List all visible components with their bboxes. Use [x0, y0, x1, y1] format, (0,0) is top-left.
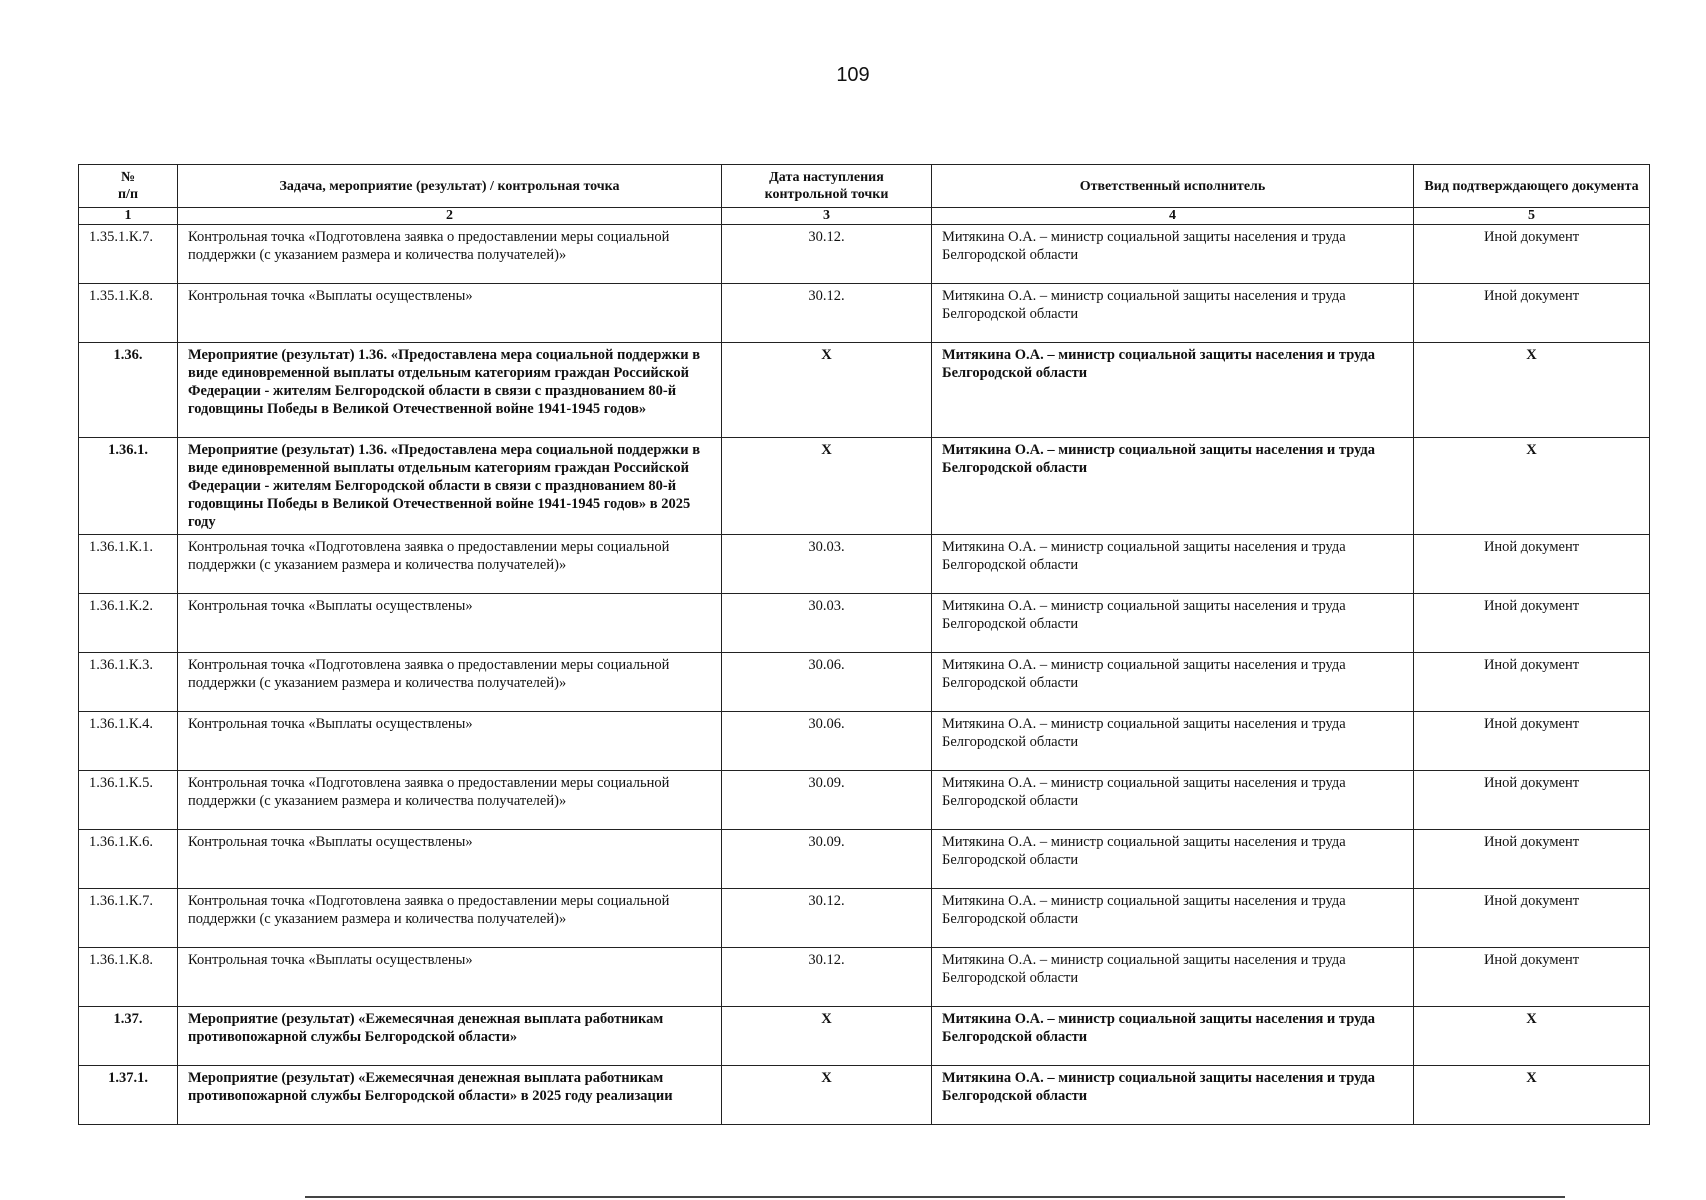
row-document: Иной документ	[1414, 535, 1650, 594]
row-executor: Митякина О.А. – министр социальной защиты населения и труда Белгородской области	[932, 225, 1414, 284]
row-task: Мероприятие (результат) 1.36. «Предоставлена мера социальной поддержки в виде единовременной выплаты отдельным категориям граждан Российской Федерации - жителям Белгородской области в связи с празднованием 80-й годовщины Победы в Великой Отечественной войне 1941-1945 годов» в 2025 году	[178, 438, 722, 535]
row-task: Контрольная точка «Подготовлена заявка о предоставлении меры социальной поддержки (с указанием размера и количества получателей)»	[178, 653, 722, 712]
row-executor: Митякина О.А. – министр социальной защиты населения и труда Белгородской области	[932, 830, 1414, 889]
row-executor: Митякина О.А. – министр социальной защиты населения и труда Белгородской области	[932, 653, 1414, 712]
row-number: 1.36.1.К.7.	[79, 889, 178, 948]
row-number: 1.37.1.	[79, 1066, 178, 1125]
page-bottom-rule	[305, 1196, 1565, 1198]
table-row	[79, 771, 1650, 830]
row-number: 1.36.1.К.5.	[79, 771, 178, 830]
row-date: 30.09.	[722, 830, 932, 889]
row-number: 1.36.	[79, 343, 178, 438]
row-executor: Митякина О.А. – министр социальной защиты населения и труда Белгородской области	[932, 712, 1414, 771]
row-document: Иной документ	[1414, 225, 1650, 284]
row-date: 30.12.	[722, 225, 932, 284]
table-row	[79, 284, 1650, 343]
row-date: 30.06.	[722, 653, 932, 712]
row-number: 1.35.1.К.7.	[79, 225, 178, 284]
table-row	[79, 225, 1650, 284]
column-number: 2	[178, 208, 722, 225]
table-row	[79, 712, 1650, 771]
row-document: Иной документ	[1414, 771, 1650, 830]
row-document: Иной документ	[1414, 594, 1650, 653]
row-task: Мероприятие (результат) «Ежемесячная денежная выплата работникам противопожарной службы Белгородской области» в 2025 году реализации	[178, 1066, 722, 1125]
row-number: 1.35.1.К.8.	[79, 284, 178, 343]
row-document: X	[1414, 1066, 1650, 1125]
row-document: Иной документ	[1414, 712, 1650, 771]
row-date: 30.03.	[722, 594, 932, 653]
row-document: Иной документ	[1414, 948, 1650, 1007]
header-date: Дата наступления контрольной точки	[722, 165, 932, 208]
row-task: Контрольная точка «Подготовлена заявка о предоставлении меры социальной поддержки (с указанием размера и количества получателей)»	[178, 535, 722, 594]
table-row	[79, 594, 1650, 653]
row-document: X	[1414, 1007, 1650, 1066]
header-executor: Ответственный исполнитель	[932, 165, 1414, 208]
table-row	[79, 343, 1650, 438]
row-number: 1.36.1.К.3.	[79, 653, 178, 712]
row-executor: Митякина О.А. – министр социальной защиты населения и труда Белгородской области	[932, 535, 1414, 594]
row-executor: Митякина О.А. – министр социальной защиты населения и труда Белгородской области	[932, 594, 1414, 653]
row-task: Контрольная точка «Подготовлена заявка о предоставлении меры социальной поддержки (с указанием размера и количества получателей)»	[178, 889, 722, 948]
table-row	[79, 653, 1650, 712]
row-document: Иной документ	[1414, 653, 1650, 712]
row-date: X	[722, 1066, 932, 1125]
row-task: Контрольная точка «Выплаты осуществлены»	[178, 594, 722, 653]
header-number: № п/п	[79, 165, 178, 208]
table-row	[79, 1007, 1650, 1066]
row-task: Контрольная точка «Выплаты осуществлены»	[178, 712, 722, 771]
table-row	[79, 535, 1650, 594]
row-task: Контрольная точка «Выплаты осуществлены»	[178, 948, 722, 1007]
row-date: 30.12.	[722, 284, 932, 343]
column-number: 4	[932, 208, 1414, 225]
column-number-row	[79, 208, 1650, 225]
header-task: Задача, мероприятие (результат) / контрольная точка	[178, 165, 722, 208]
row-executor: Митякина О.А. – министр социальной защиты населения и труда Белгородской области	[932, 343, 1414, 438]
row-number: 1.36.1.К.8.	[79, 948, 178, 1007]
row-task: Контрольная точка «Выплаты осуществлены»	[178, 830, 722, 889]
table-row	[79, 889, 1650, 948]
table-header-row	[79, 165, 1650, 208]
header-document: Вид подтверждающего документа	[1414, 165, 1650, 208]
row-number: 1.36.1.К.2.	[79, 594, 178, 653]
column-number: 5	[1414, 208, 1650, 225]
row-date: 30.06.	[722, 712, 932, 771]
table-row	[79, 948, 1650, 1007]
row-number: 1.36.1.К.6.	[79, 830, 178, 889]
row-executor: Митякина О.А. – министр социальной защиты населения и труда Белгородской области	[932, 948, 1414, 1007]
row-date: X	[722, 1007, 932, 1066]
row-date: 30.09.	[722, 771, 932, 830]
row-executor: Митякина О.А. – министр социальной защиты населения и труда Белгородской области	[932, 889, 1414, 948]
row-date: 30.12.	[722, 889, 932, 948]
row-executor: Митякина О.А. – министр социальной защиты населения и труда Белгородской области	[932, 438, 1414, 535]
row-number: 1.36.1.К.4.	[79, 712, 178, 771]
row-date: X	[722, 343, 932, 438]
row-executor: Митякина О.А. – министр социальной защиты населения и труда Белгородской области	[932, 1066, 1414, 1125]
row-task: Мероприятие (результат) «Ежемесячная денежная выплата работникам противопожарной службы Белгородской области»	[178, 1007, 722, 1066]
control-points-table	[78, 164, 1650, 1125]
page-number: 109	[836, 64, 870, 86]
row-task: Мероприятие (результат) 1.36. «Предоставлена мера социальной поддержки в виде единовременной выплаты отдельным категориям граждан Российской Федерации - жителям Белгородской области в связи с празднованием 80-й годовщины Победы в Великой Отечественной войне 1941-1945 годов»	[178, 343, 722, 438]
row-number: 1.37.	[79, 1007, 178, 1066]
table-row	[79, 1066, 1650, 1125]
row-date: 30.12.	[722, 948, 932, 1007]
row-task: Контрольная точка «Подготовлена заявка о предоставлении меры социальной поддержки (с указанием размера и количества получателей)»	[178, 225, 722, 284]
row-date: 30.03.	[722, 535, 932, 594]
column-number: 3	[722, 208, 932, 225]
row-task: Контрольная точка «Выплаты осуществлены»	[178, 284, 722, 343]
column-number: 1	[79, 208, 178, 225]
row-number: 1.36.1.	[79, 438, 178, 535]
row-document: Иной документ	[1414, 889, 1650, 948]
row-executor: Митякина О.А. – министр социальной защиты населения и труда Белгородской области	[932, 284, 1414, 343]
row-task: Контрольная точка «Подготовлена заявка о предоставлении меры социальной поддержки (с указанием размера и количества получателей)»	[178, 771, 722, 830]
row-document: X	[1414, 438, 1650, 535]
row-number: 1.36.1.К.1.	[79, 535, 178, 594]
row-document: Иной документ	[1414, 830, 1650, 889]
row-document: X	[1414, 343, 1650, 438]
row-executor: Митякина О.А. – министр социальной защиты населения и труда Белгородской области	[932, 771, 1414, 830]
row-document: Иной документ	[1414, 284, 1650, 343]
row-date: X	[722, 438, 932, 535]
table-row	[79, 438, 1650, 535]
table-row	[79, 830, 1650, 889]
row-executor: Митякина О.А. – министр социальной защиты населения и труда Белгородской области	[932, 1007, 1414, 1066]
